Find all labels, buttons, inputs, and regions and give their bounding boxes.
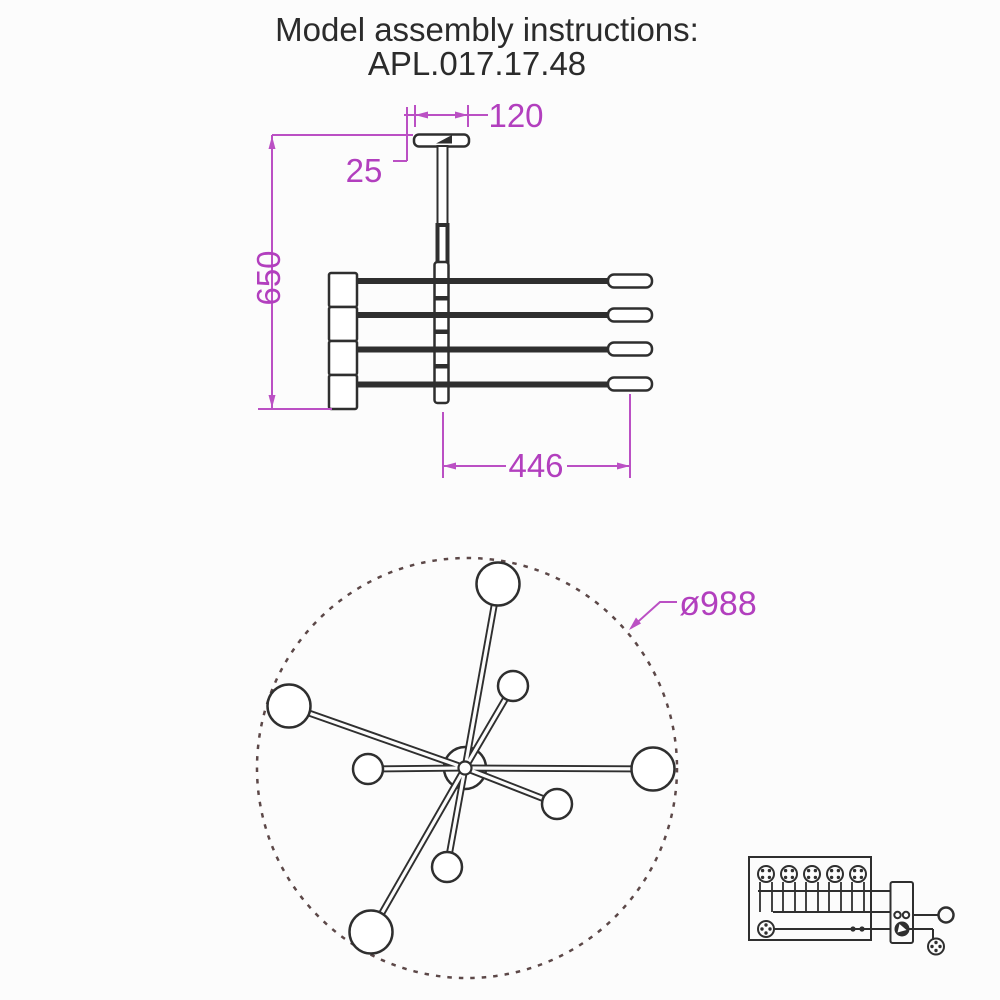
end-screw — [928, 939, 944, 955]
horizontal-arms — [356, 278, 618, 388]
lamp-circle-large — [350, 911, 393, 954]
screw-icon — [804, 866, 820, 882]
model-number: APL.017.17.48 — [367, 45, 587, 82]
arm-bar — [356, 347, 618, 353]
wire-junction-dot — [859, 926, 864, 931]
lamp-block — [329, 307, 357, 341]
end-cap — [608, 343, 652, 356]
dim-canopy-width — [404, 105, 488, 134]
dim-label-650: 650 — [250, 250, 287, 306]
connector-hole — [903, 912, 909, 918]
dimension-annotations — [258, 105, 677, 630]
lamp-circle-small — [542, 789, 572, 819]
lamp-circle-large — [632, 748, 675, 791]
arm-bar — [356, 312, 618, 318]
arrowhead — [455, 112, 468, 119]
lamp-block — [329, 341, 357, 375]
arm-bar — [356, 278, 618, 284]
arrowhead — [269, 395, 276, 408]
connector-clamp-screw — [895, 922, 910, 937]
end-cap — [608, 309, 652, 322]
screw-icon — [781, 866, 797, 882]
dim-canopy-height — [393, 135, 407, 161]
ceiling-canopy — [414, 135, 469, 147]
stem-divider — [436, 364, 448, 369]
screw-icon — [850, 866, 866, 882]
dim-label-diameter: ø988 — [679, 585, 757, 623]
wiring-diagram — [749, 857, 954, 955]
connector-hole — [894, 912, 900, 918]
lamp-circle-large — [477, 563, 520, 606]
end-cap — [608, 378, 652, 391]
dim-label-446: 446 — [508, 447, 564, 484]
lamp-circle-small — [432, 852, 462, 882]
dim-label-120: 120 — [488, 97, 544, 134]
lamp-circle-small — [498, 671, 528, 701]
stem-divider — [436, 330, 448, 335]
dim-label-25: 25 — [345, 152, 383, 189]
ground-screw — [758, 921, 774, 937]
screw-icon — [758, 866, 774, 882]
end-cap — [608, 275, 652, 288]
page-title: Model assembly instructions: — [275, 11, 699, 48]
right-end-caps — [608, 275, 652, 391]
arrowhead — [415, 112, 428, 119]
terminal-screws — [758, 866, 866, 882]
lamp-block — [329, 375, 357, 409]
hub-inner-circle — [459, 762, 472, 775]
arrowhead — [269, 136, 276, 149]
top-view-drawing — [257, 558, 677, 978]
arrowhead — [617, 463, 630, 470]
hanging-ring — [939, 908, 954, 923]
lamp-circle-large — [268, 685, 311, 728]
arrowhead — [443, 463, 456, 470]
lamp-circle-small — [353, 754, 383, 784]
arm-bar — [356, 382, 618, 388]
dim-diameter-leader — [629, 602, 677, 630]
lamp-block — [329, 273, 357, 307]
terminal-clamps — [760, 882, 864, 912]
stem-divider — [436, 296, 448, 301]
screw-icon — [827, 866, 843, 882]
radial-arms-core — [289, 584, 653, 932]
left-lamp-blocks — [329, 273, 357, 409]
wire-junction-dot — [850, 926, 855, 931]
